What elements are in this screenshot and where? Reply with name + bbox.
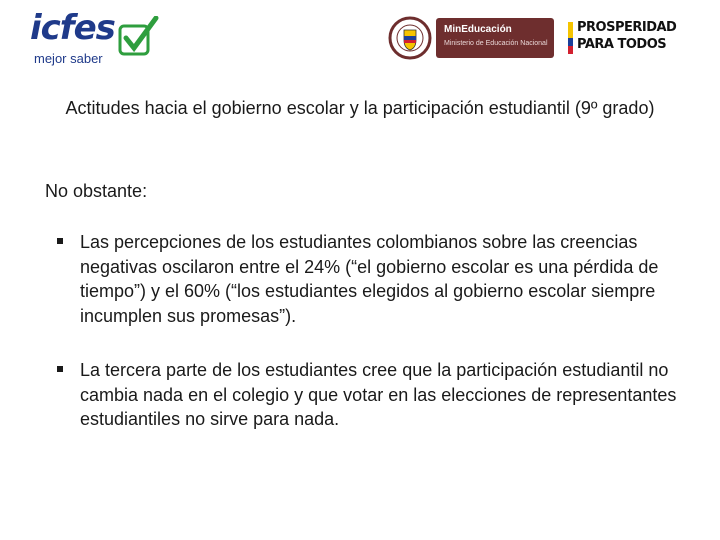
mineducacion-subtitle: Ministerio de Educación Nacional	[444, 40, 548, 47]
square-bullet-icon	[57, 366, 63, 372]
bullet-item	[45, 230, 695, 328]
mineducacion-logo	[436, 18, 554, 58]
colombia-seal-icon	[388, 16, 432, 60]
prosperidad-line2: PARA TODOS	[577, 37, 667, 52]
bullet-item	[45, 358, 695, 432]
bullet-list	[45, 230, 695, 432]
bullet-text: La tercera parte de los estudiantes cree que la participación estudiantil no cambia nada en el colegio y que votar en las elecciones de representantes estudiantiles no sirve para nada.	[80, 360, 677, 429]
slide-title: Actitudes hacia el gobierno escolar y la participación estudiantil (9º grado)	[65, 98, 655, 118]
slide-subheading: No obstante:	[45, 181, 148, 201]
prosperidad-logo	[568, 20, 693, 56]
icfes-logo-tagline: mejor saber	[34, 51, 103, 66]
icfes-logo	[30, 8, 160, 66]
square-bullet-icon	[57, 238, 63, 244]
icfes-logo-name: icfes	[30, 8, 115, 48]
slide-header	[0, 0, 720, 80]
mineducacion-title: MinEducación	[444, 24, 512, 35]
bullet-text: Las percepciones de los estudiantes colombianos sobre las creencias negativas oscilaron entre el 24% (“el gobierno escolar es una pérdida de tiempo”) y el 60% (“los estudiantes elegidos al gobierno escolar siempre incumplen sus promesas”).	[80, 232, 659, 326]
colombia-flag-icon	[568, 22, 573, 54]
checkmark-icon	[116, 16, 160, 60]
prosperidad-line1: PROSPERIDAD	[577, 20, 677, 35]
